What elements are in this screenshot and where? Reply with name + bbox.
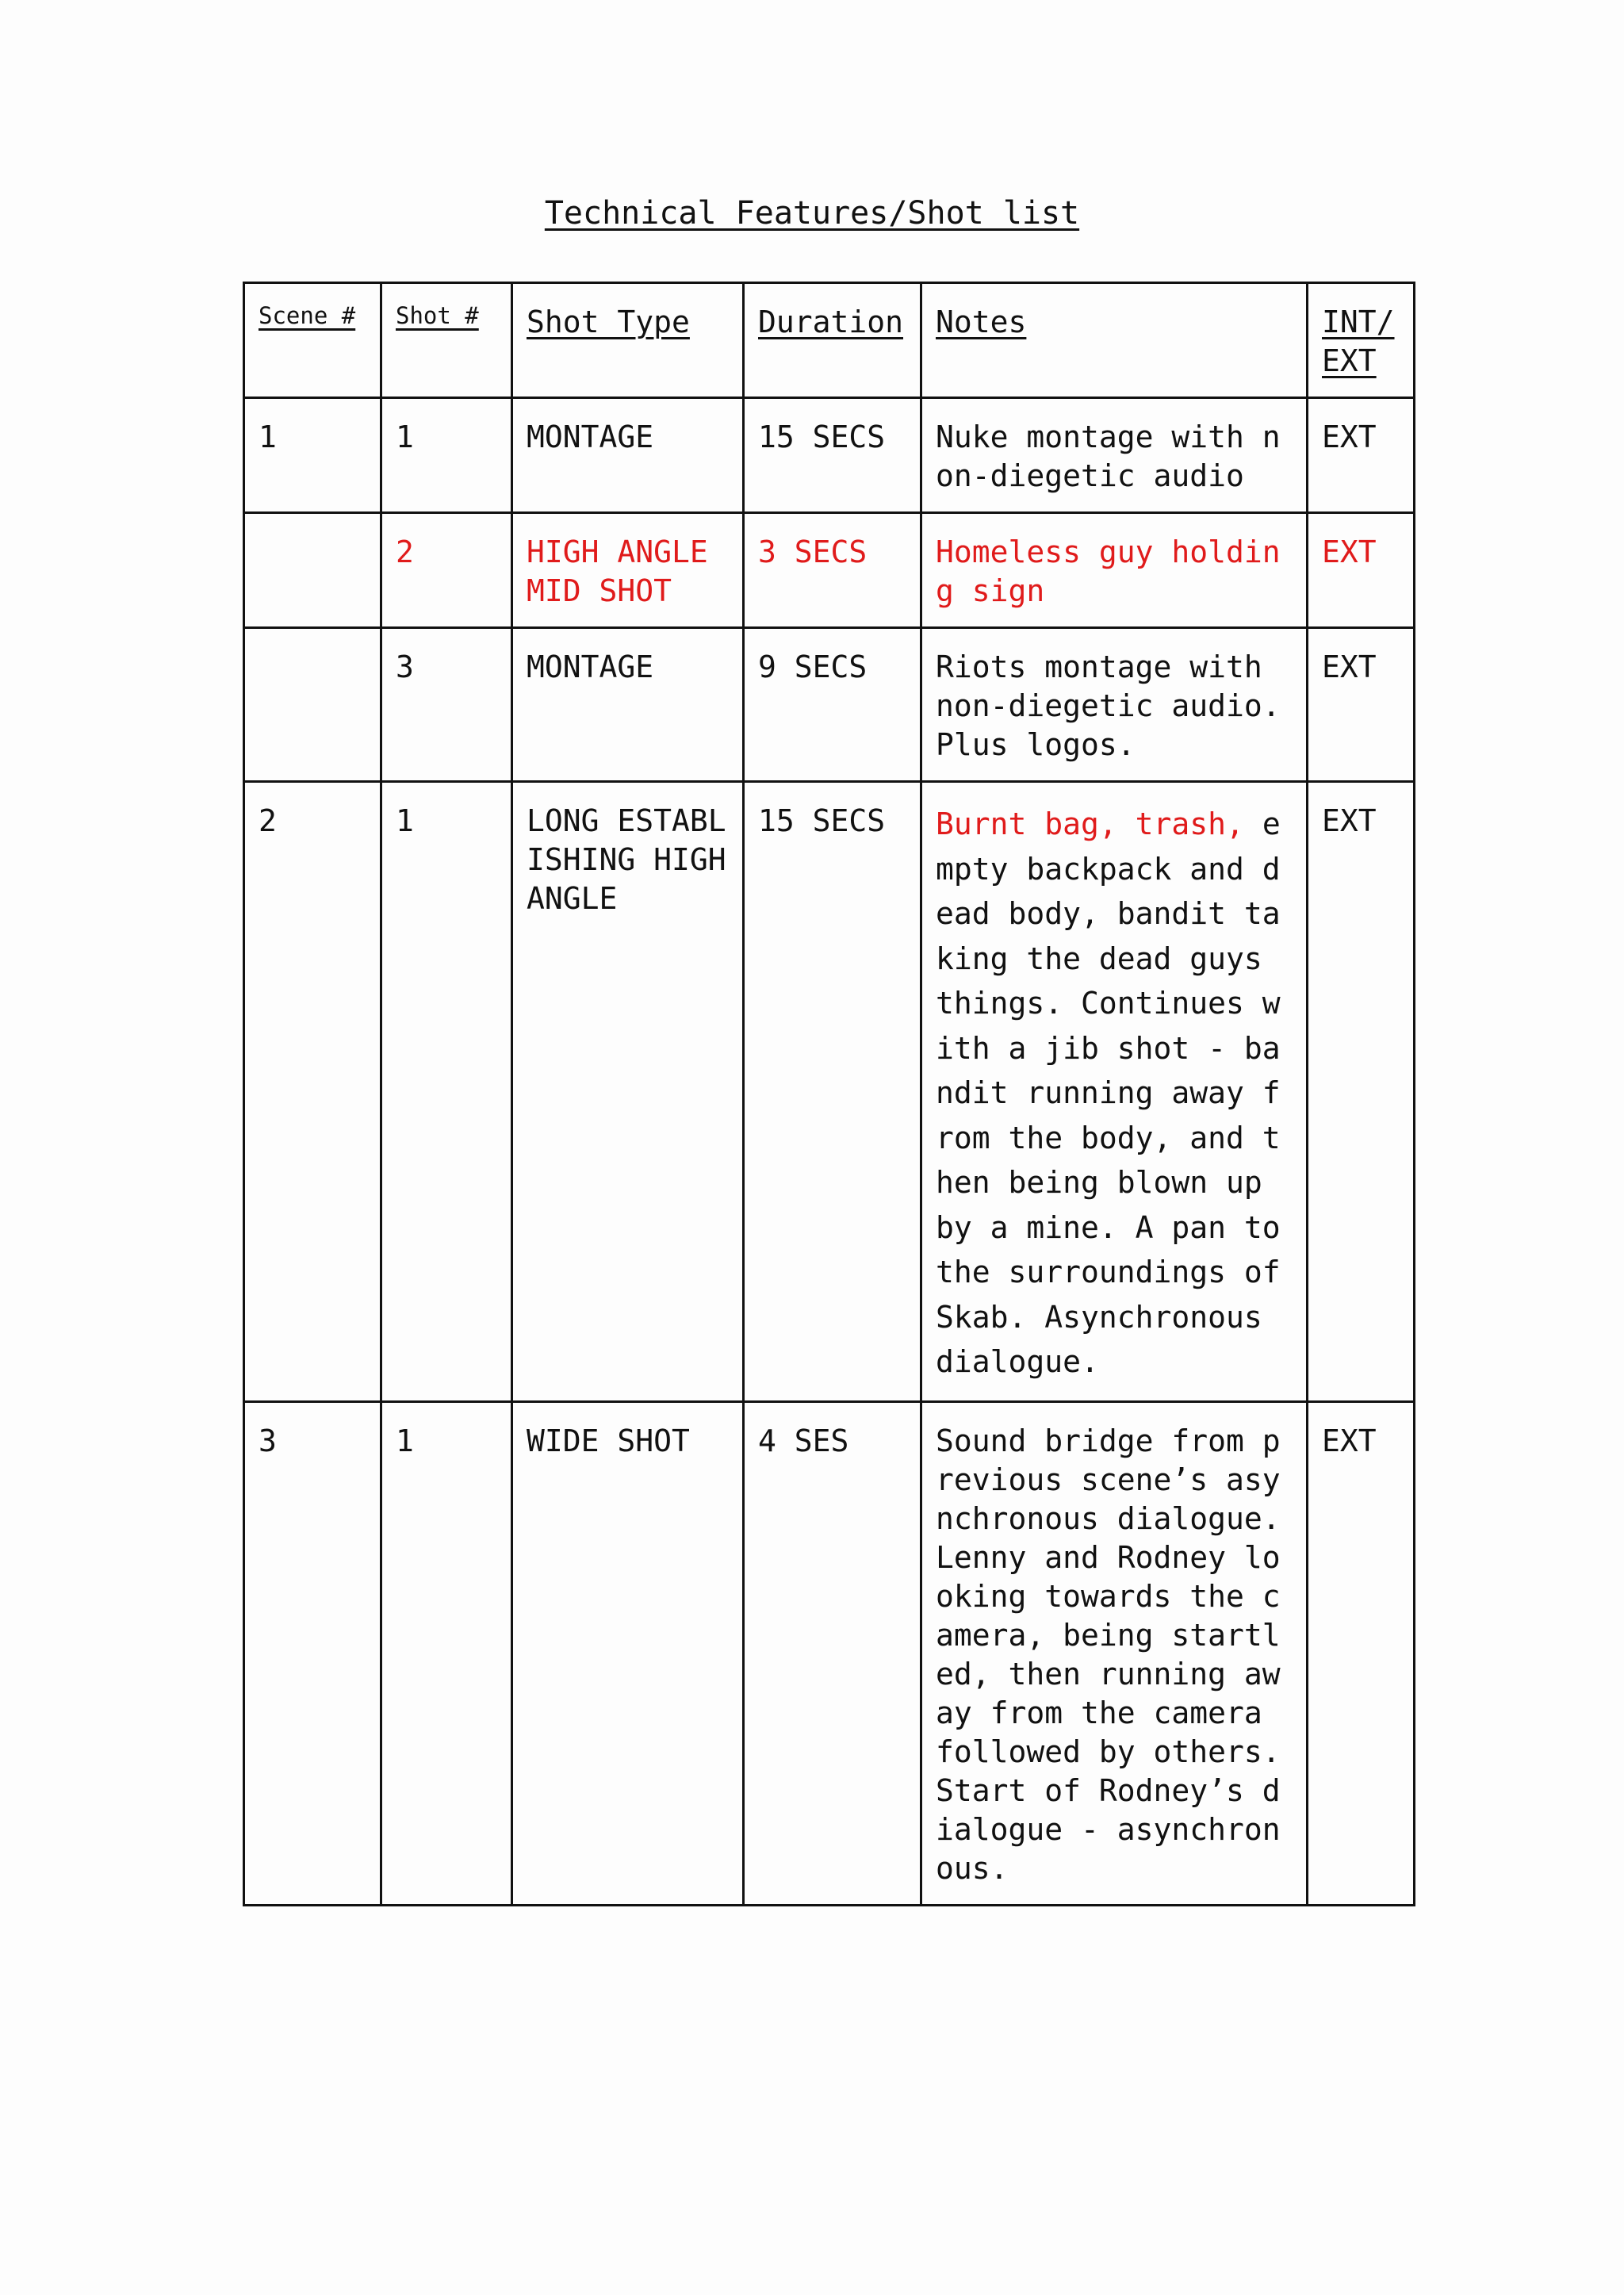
header-int-ext: INT/ EXT xyxy=(1308,283,1415,398)
cell-notes xyxy=(921,782,1308,1402)
notes-text: empty backpack and dead body, bandit taking the dead guys things. Continues with a jib shot - bandit running away from the body, and then being blown up by a mine. A pan to the surroundings of Skab. Asynchronous dialogue. xyxy=(936,807,1281,1379)
notes-highlight: Burnt bag, trash, xyxy=(936,807,1244,841)
table-row xyxy=(244,628,1415,782)
cell-shot: 1 xyxy=(381,782,512,1402)
cell-scene: 1 xyxy=(244,398,381,513)
cell-scene xyxy=(244,628,381,782)
shot-list-table xyxy=(243,282,1415,1906)
document-title: Technical Features/Shot list xyxy=(544,195,1080,232)
cell-scene: 3 xyxy=(244,1401,381,1905)
cell-duration: 15 SECS xyxy=(744,398,921,513)
cell-scene: 2 xyxy=(244,782,381,1402)
header-scene: Scene # xyxy=(244,283,381,398)
cell-int-ext: EXT xyxy=(1308,1401,1415,1905)
cell-shot: 1 xyxy=(381,398,512,513)
cell-shot-type: HIGH ANGLE MID SHOT xyxy=(512,513,744,628)
cell-shot-type: WIDE SHOT xyxy=(512,1401,744,1905)
table-row xyxy=(244,513,1415,628)
cell-duration: 9 SECS xyxy=(744,628,921,782)
cell-duration: 4 SES xyxy=(744,1401,921,1905)
table-row xyxy=(244,1401,1415,1905)
header-shot-type: Shot Type xyxy=(512,283,744,398)
cell-shot-type: LONG ESTABLISHING HIGH ANGLE xyxy=(512,782,744,1402)
cell-int-ext: EXT xyxy=(1308,782,1415,1402)
cell-notes: Sound bridge from previous scene’s asynchronous dialogue. Lenny and Rodney looking towards the camera, being startled, then running away from the camera followed by others. Start of Rodney’s dialogue - asynchronous. xyxy=(921,1401,1308,1905)
table-row xyxy=(244,782,1415,1402)
cell-shot-type: MONTAGE xyxy=(512,398,744,513)
cell-shot: 1 xyxy=(381,1401,512,1905)
cell-int-ext: EXT xyxy=(1308,628,1415,782)
cell-shot: 3 xyxy=(381,628,512,782)
cell-notes: Homeless guy holding sign xyxy=(921,513,1308,628)
cell-duration: 15 SECS xyxy=(744,782,921,1402)
cell-shot: 2 xyxy=(381,513,512,628)
header-notes: Notes xyxy=(921,283,1308,398)
table-row xyxy=(244,398,1415,513)
cell-int-ext: EXT xyxy=(1308,398,1415,513)
header-shot: Shot # xyxy=(381,283,512,398)
header-row xyxy=(244,283,1415,398)
header-duration: Duration xyxy=(744,283,921,398)
cell-notes: Nuke montage with non-diegetic audio xyxy=(921,398,1308,513)
cell-duration: 3 SECS xyxy=(744,513,921,628)
cell-scene xyxy=(244,513,381,628)
cell-int-ext: EXT xyxy=(1308,513,1415,628)
cell-notes: Riots montage with non-diegetic audio. Plus logos. xyxy=(921,628,1308,782)
cell-shot-type: MONTAGE xyxy=(512,628,744,782)
